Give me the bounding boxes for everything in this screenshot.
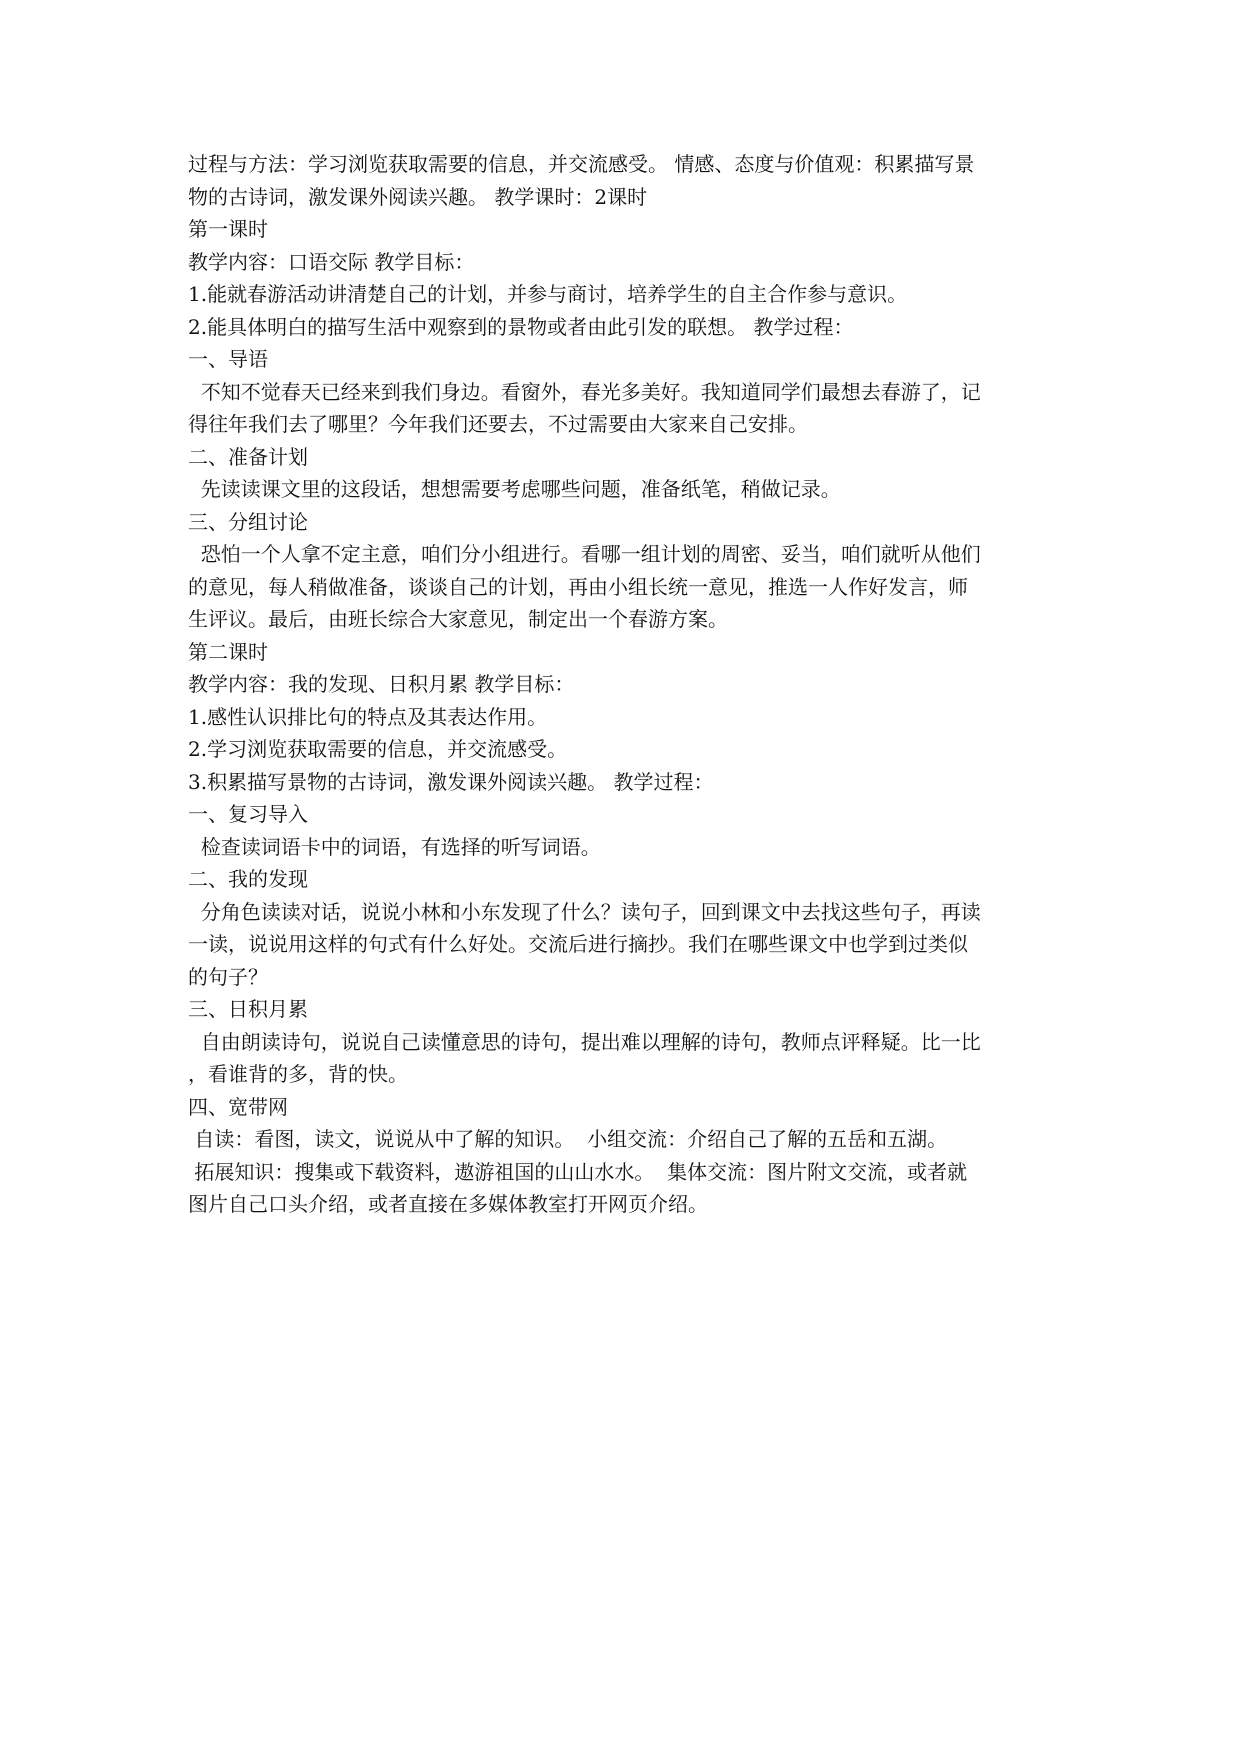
text-line: 过程与方法：学习浏览获取需要的信息，并交流感受。 情感、态度与价值观：积累描写景 <box>188 152 975 176</box>
section-heading: 三、分组讨论 <box>188 509 308 534</box>
section-heading: 二、我的发现 <box>188 867 308 891</box>
section-heading: 一、导语 <box>188 347 268 371</box>
text-line: 2.能具体明白的描写生活中观察到的景物或者由此引发的联想。 教学过程： <box>188 314 854 339</box>
text-line: 图片自己口头介绍，或者直接在多媒体教室打开网页介绍。 <box>188 1192 708 1216</box>
text-line: 不知不觉春天已经来到我们身边。看窗外，春光多美好。我知道同学们最想去春游了，记 <box>188 379 981 404</box>
text-line: 恐怕一个人拿不定主意，咱们分小组进行。看哪一组计划的周密、妥当，咱们就听从他们 <box>188 542 981 566</box>
text-line: 拓展知识：搜集或下载资料，遨游祖国的山山水水。 集体交流：图片附文交流，或者就 <box>188 1159 968 1184</box>
text-line: ，看谁背的多，背的快。 <box>188 1062 408 1086</box>
text-line: 1.感性认识排比句的特点及其表达作用。 <box>188 704 548 729</box>
text-line: 教学内容：口语交际 教学目标： <box>188 249 475 274</box>
text-line: 2.学习浏览获取需要的信息，并交流感受。 <box>188 737 568 761</box>
section-heading: 二、准备计划 <box>188 444 308 469</box>
text-line: 的意见，每人稍做准备，谈谈自己的计划，再由小组长统一意见，推选一人作好发言，师 <box>188 574 968 599</box>
text-line: 分角色读读对话，说说小林和小东发现了什么？读句子，回到课文中去找这些句子，再读 <box>188 899 981 924</box>
text-line: 物的古诗词，激发课外阅读兴趣。 教学课时：2课时 <box>188 184 648 209</box>
text-line: 的句子？ <box>188 964 268 989</box>
section-heading: 一、复习导入 <box>188 802 308 826</box>
section-heading: 四、宽带网 <box>188 1094 288 1119</box>
text-line: 教学内容：我的发现、日积月累 教学目标： <box>188 672 575 696</box>
text-line: 检查读词语卡中的词语，有选择的听写词语。 <box>188 834 601 859</box>
text-line: 自读：看图，读文，说说从中了解的知识。 小组交流：介绍自己了解的五岳和五湖。 <box>188 1127 948 1151</box>
text-line: 一读，说说用这样的句式有什么好处。交流后进行摘抄。我们在哪些课文中也学到过类似 <box>188 932 968 956</box>
section-heading: 第二课时 <box>188 639 268 664</box>
section-heading: 三、日积月累 <box>188 997 308 1021</box>
text-line: 先读读课文里的这段话，想想需要考虑哪些问题，准备纸笔，稍做记录。 <box>188 477 841 501</box>
text-line: 生评议。最后，由班长综合大家意见，制定出一个春游方案。 <box>188 607 728 631</box>
text-line: 3.积累描写景物的古诗词，激发课外阅读兴趣。 教学过程： <box>188 769 714 794</box>
document-page <box>188 148 1068 1221</box>
section-heading: 第一课时 <box>188 217 268 241</box>
text-line: 得往年我们去了哪里？今年我们还要去，不过需要由大家来自己安排。 <box>188 412 808 436</box>
text-line: 1.能就春游活动讲清楚自己的计划，并参与商讨，培养学生的自主合作参与意识。 <box>188 282 908 306</box>
text-line: 自由朗读诗句，说说自己读懂意思的诗句，提出难以理解的诗句，教师点评释疑。比一比 <box>188 1029 981 1054</box>
